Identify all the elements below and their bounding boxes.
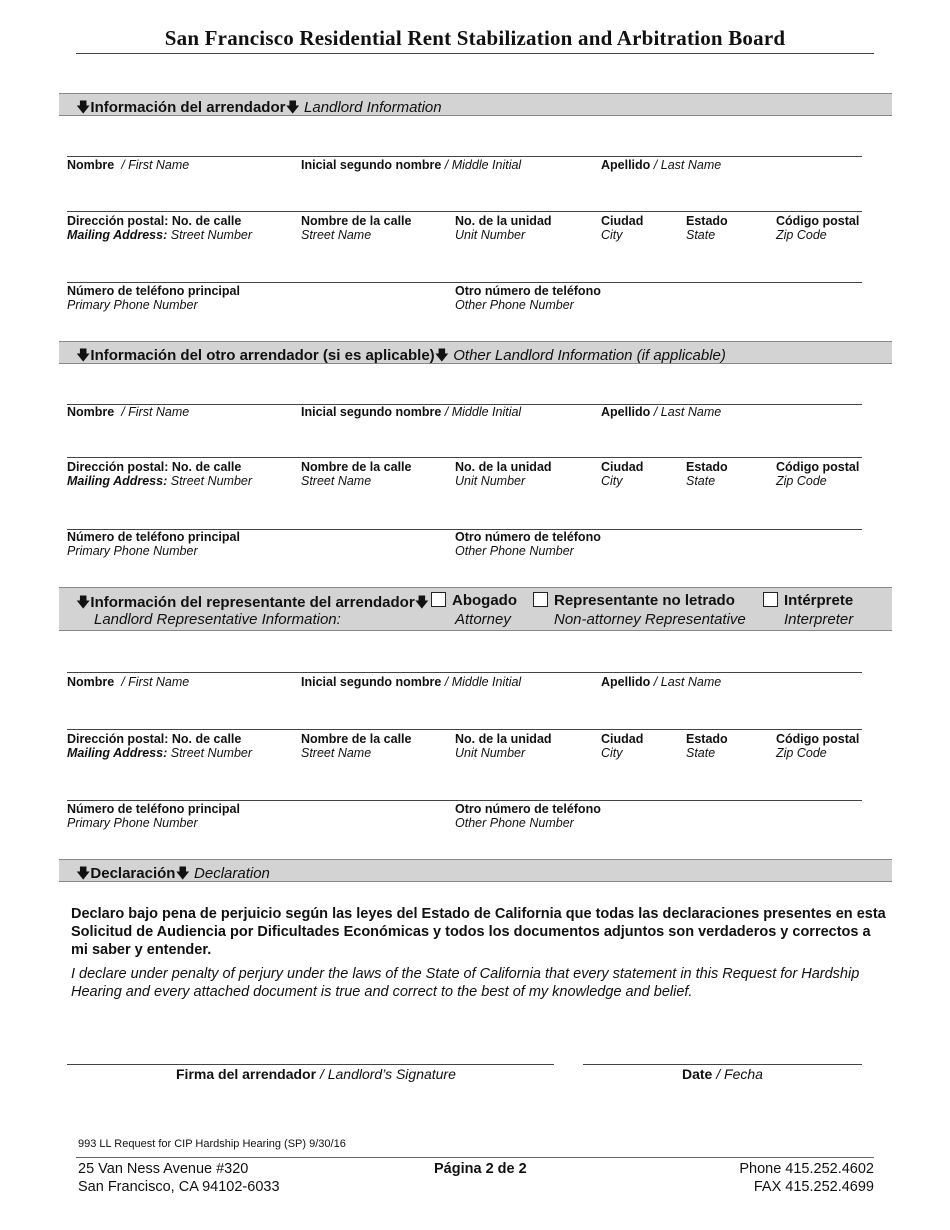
address-line-2: San Francisco, CA 94102-6033 [78, 1179, 280, 1195]
mailing-address-label: Dirección postal: No. de calle Mailing Address: Street Number [67, 460, 253, 488]
zip-label: Código postal Zip Code [776, 214, 860, 242]
declaration-text-es: Declaro bajo pena de perjuicio según las leyes del Estado de California que todas las declaraciones presentes en esta Solicitud de Audiencia por Dificultades Económicas y todos los documentos adjuntos son verdaderos y correctos a mi saber y entender. [71, 906, 886, 958]
non-attorney-option[interactable]: Representante no letrado [533, 592, 735, 609]
street-name-label: Nombre de la calle Street Name [301, 214, 412, 242]
section-header-other-landlord [59, 341, 892, 364]
street-name-label: Nombre de la calle Street Name [301, 732, 412, 760]
state-label: Estado State [686, 214, 728, 242]
phone-field-line[interactable] [67, 800, 862, 801]
last-name-label: Apellido / Last Name [601, 675, 722, 689]
first-name-label: Nombre / First Name [67, 675, 190, 689]
section-header-representative [59, 587, 892, 631]
address-field-line[interactable] [67, 211, 862, 212]
last-name-label: Apellido / Last Name [601, 158, 722, 172]
city-label: Ciudad City [601, 460, 644, 488]
name-field-line[interactable] [67, 672, 862, 673]
title-rule [76, 53, 874, 54]
non-attorney-label-en: Non-attorney Representative [554, 611, 746, 628]
state-label: Estado State [686, 460, 728, 488]
zip-label: Código postal Zip Code [776, 460, 860, 488]
mailing-address-label: Dirección postal: No. de calle Mailing Address: Street Number [67, 732, 253, 760]
primary-phone-label: Número de teléfono principal Primary Phone Number [67, 802, 240, 830]
interpreter-checkbox[interactable] [763, 592, 778, 607]
signature-line[interactable] [67, 1064, 554, 1065]
section-title-es: Declaración [90, 865, 176, 882]
footer-address [78, 1160, 280, 1196]
phone-number: Phone 415.252.4602 [739, 1161, 874, 1177]
down-arrow-icon: 🡇 [285, 99, 300, 115]
down-arrow-icon: 🡇 [76, 594, 91, 610]
first-name-label: Nombre / First Name [67, 158, 190, 172]
form-id: 993 LL Request for CIP Hardship Hearing (SP) 9/30/16 [78, 1138, 346, 1150]
non-attorney-checkbox[interactable] [533, 592, 548, 607]
other-phone-label: Otro número de teléfono Other Phone Number [455, 802, 601, 830]
unit-number-label: No. de la unidad Unit Number [455, 214, 552, 242]
primary-phone-label: Número de teléfono principal Primary Phone Number [67, 530, 240, 558]
primary-phone-label: Número de teléfono principal Primary Phone Number [67, 284, 240, 312]
down-arrow-icon: 🡇 [76, 347, 91, 363]
section-title-en: Landlord Representative Information: [94, 611, 341, 628]
city-label: Ciudad City [601, 214, 644, 242]
page-number: Página 2 de 2 [434, 1161, 527, 1177]
first-name-label: Nombre / First Name [67, 405, 190, 419]
down-arrow-icon: 🡇 [414, 594, 430, 610]
section-title-en: Declaration [194, 865, 270, 882]
section-header-declaration [59, 859, 892, 882]
middle-initial-label: Inicial segundo nombre / Middle Initial [301, 405, 522, 419]
down-arrow-icon: 🡇 [76, 99, 91, 115]
down-arrow-icon: 🡇 [434, 347, 450, 363]
section-title-es: Información del arrendador [90, 99, 286, 116]
section-title-es: Información del representante del arrendador [90, 594, 415, 611]
down-arrow-icon: 🡇 [76, 865, 91, 881]
date-line[interactable] [583, 1064, 862, 1065]
page-title: San Francisco Residential Rent Stabilization and Arbitration Board [164, 26, 786, 50]
zip-label: Código postal Zip Code [776, 732, 860, 760]
section-title-en: Other Landlord Information (if applicable) [453, 347, 726, 364]
mailing-address-label: Dirección postal: No. de calle Mailing Address: Street Number [67, 214, 253, 242]
name-field-line[interactable] [67, 156, 862, 157]
section-header-landlord [59, 93, 892, 116]
other-phone-label: Otro número de teléfono Other Phone Number [455, 284, 601, 312]
footer-contact [739, 1160, 874, 1196]
attorney-label-en: Attorney [455, 611, 511, 628]
phone-field-line[interactable] [67, 282, 862, 283]
last-name-label: Apellido / Last Name [601, 405, 722, 419]
middle-initial-label: Inicial segundo nombre / Middle Initial [301, 675, 522, 689]
footer-rule [76, 1157, 874, 1158]
declaration-text-en: I declare under penalty of perjury under the laws of the State of California that every statement in this Request for Hardship Hearing and every attached document is true and correct to the best of my knowledge and belief. [71, 966, 860, 1000]
fax-number: FAX 415.252.4699 [753, 1179, 874, 1195]
date-label: Date / Fecha [682, 1066, 763, 1082]
section-title-en: Landlord Information [304, 99, 442, 116]
unit-number-label: No. de la unidad Unit Number [455, 460, 552, 488]
unit-number-label: No. de la unidad Unit Number [455, 732, 552, 760]
other-phone-label: Otro número de teléfono Other Phone Number [455, 530, 601, 558]
address-field-line[interactable] [67, 729, 862, 730]
address-line-1: 25 Van Ness Avenue #320 [78, 1161, 249, 1177]
interpreter-option[interactable]: Intérprete [763, 592, 853, 609]
interpreter-label-en: Interpreter [784, 611, 854, 628]
down-arrow-icon: 🡇 [175, 865, 190, 881]
attorney-checkbox[interactable] [431, 592, 446, 607]
city-label: Ciudad City [601, 732, 644, 760]
street-name-label: Nombre de la calle Street Name [301, 460, 412, 488]
address-field-line[interactable] [67, 457, 862, 458]
middle-initial-label: Inicial segundo nombre / Middle Initial [301, 158, 522, 172]
attorney-option[interactable]: Abogado [431, 592, 517, 609]
signature-label: Firma del arrendador / Landlord’s Signature [176, 1066, 456, 1082]
state-label: Estado State [686, 732, 728, 760]
section-title-es: Información del otro arrendador (si es aplicable) [90, 347, 435, 364]
